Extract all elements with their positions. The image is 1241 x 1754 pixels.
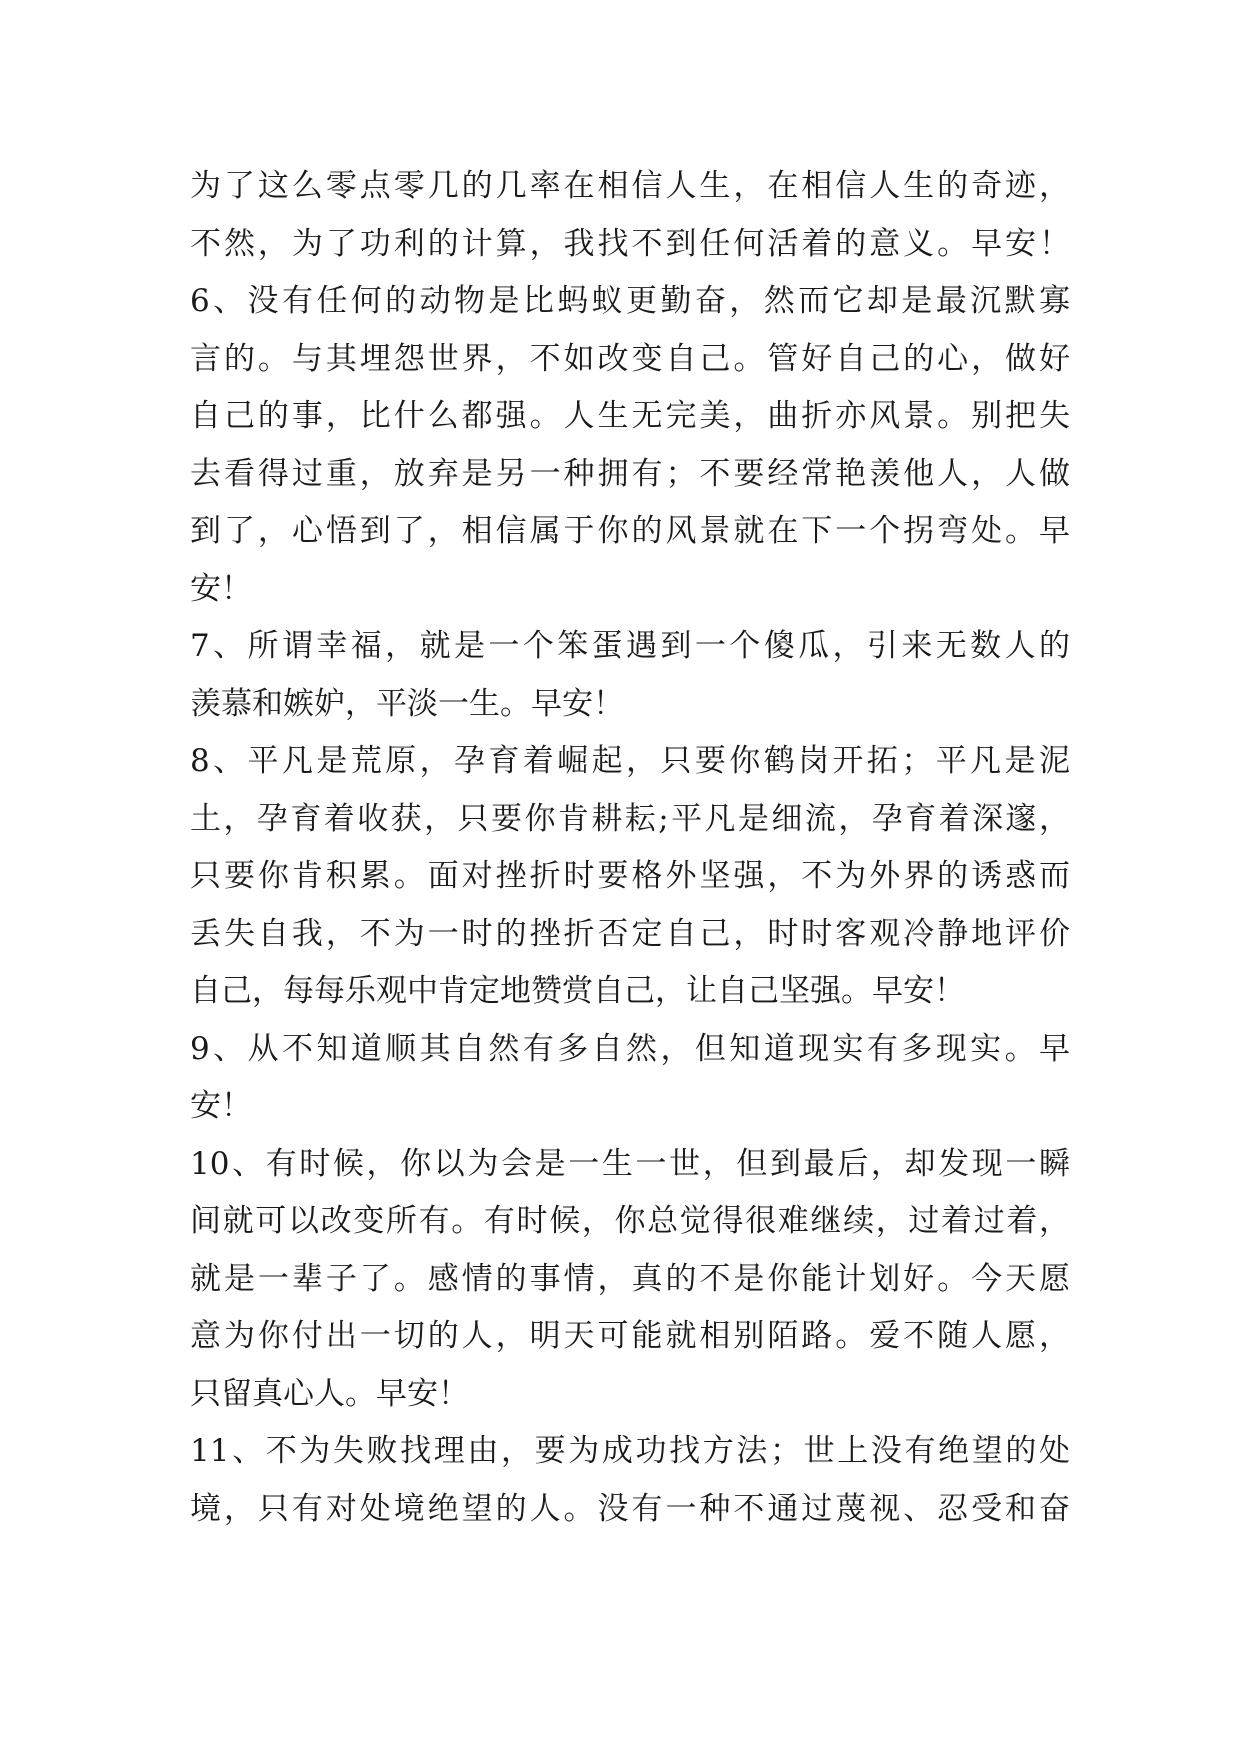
text-line: 7、所谓幸福，就是一个笨蛋遇到一个傻瓜，引来无数人的 bbox=[190, 628, 1070, 664]
text-line: 安！ bbox=[190, 1088, 252, 1124]
text-line: 自己，每每乐观中肯定地赞赏自己，让自己坚强。早安！ bbox=[190, 973, 965, 1009]
text-line: 土，孕育着收获，只要你肯耕耘;平凡是细流，孕育着深邃， bbox=[190, 800, 1070, 837]
text-line: 8、平凡是荒原，孕育着崛起，只要你鹤岗开拓；平凡是泥 bbox=[190, 743, 1070, 779]
text-line: 11、不为失败找理由，要为成功找方法；世上没有绝望的处 bbox=[190, 1433, 1070, 1469]
text-line: 不然，为了功利的计算，我找不到任何活着的意义。早安！ bbox=[190, 225, 1070, 262]
text-line: 羡慕和嫉妒，平淡一生。早安！ bbox=[190, 685, 624, 722]
text-line: 意为你付出一切的人，明天可能就相别陌路。爱不随人愿， bbox=[190, 1318, 1070, 1354]
text-line: 丢失自我，不为一时的挫折否定自己，时时客观冷静地评价 bbox=[190, 915, 1070, 952]
text-line: 只留真心人。早安！ bbox=[190, 1375, 469, 1412]
text-line: 9、从不知道顺其自然有多自然，但知道现实有多现实。早 bbox=[190, 1030, 1070, 1067]
body-text bbox=[190, 158, 1070, 1538]
text-line: 去看得过重，放弃是另一种拥有；不要经常艳羡他人，人做 bbox=[190, 455, 1070, 492]
text-line: 只要你肯积累。面对挫折时要格外坚强，不为外界的诱惑而 bbox=[190, 858, 1070, 894]
text-line: 安！ bbox=[190, 570, 252, 607]
text-line: 6、没有任何的动物是比蚂蚁更勤奋，然而它却是最沉默寡 bbox=[190, 283, 1070, 319]
text-line: 境，只有对处境绝望的人。没有一种不通过蔑视、忍受和奋 bbox=[190, 1490, 1070, 1527]
text-line: 10、有时候，你以为会是一生一世，但到最后，却发现一瞬 bbox=[190, 1145, 1070, 1182]
text-line: 自己的事，比什么都强。人生无完美，曲折亦风景。别把失 bbox=[190, 398, 1070, 434]
text-line: 为了这么零点零几的几率在相信人生，在相信人生的奇迹， bbox=[190, 168, 1070, 204]
text-line: 就是一辈子了。感情的事情，真的不是你能计划好。今天愿 bbox=[190, 1260, 1070, 1297]
text-line: 言的。与其埋怨世界，不如改变自己。管好自己的心，做好 bbox=[190, 340, 1070, 377]
text-line: 间就可以改变所有。有时候，你总觉得很难继续，过着过着， bbox=[190, 1203, 1070, 1239]
text-line: 到了，心悟到了，相信属于你的风景就在下一个拐弯处。早 bbox=[190, 513, 1070, 549]
